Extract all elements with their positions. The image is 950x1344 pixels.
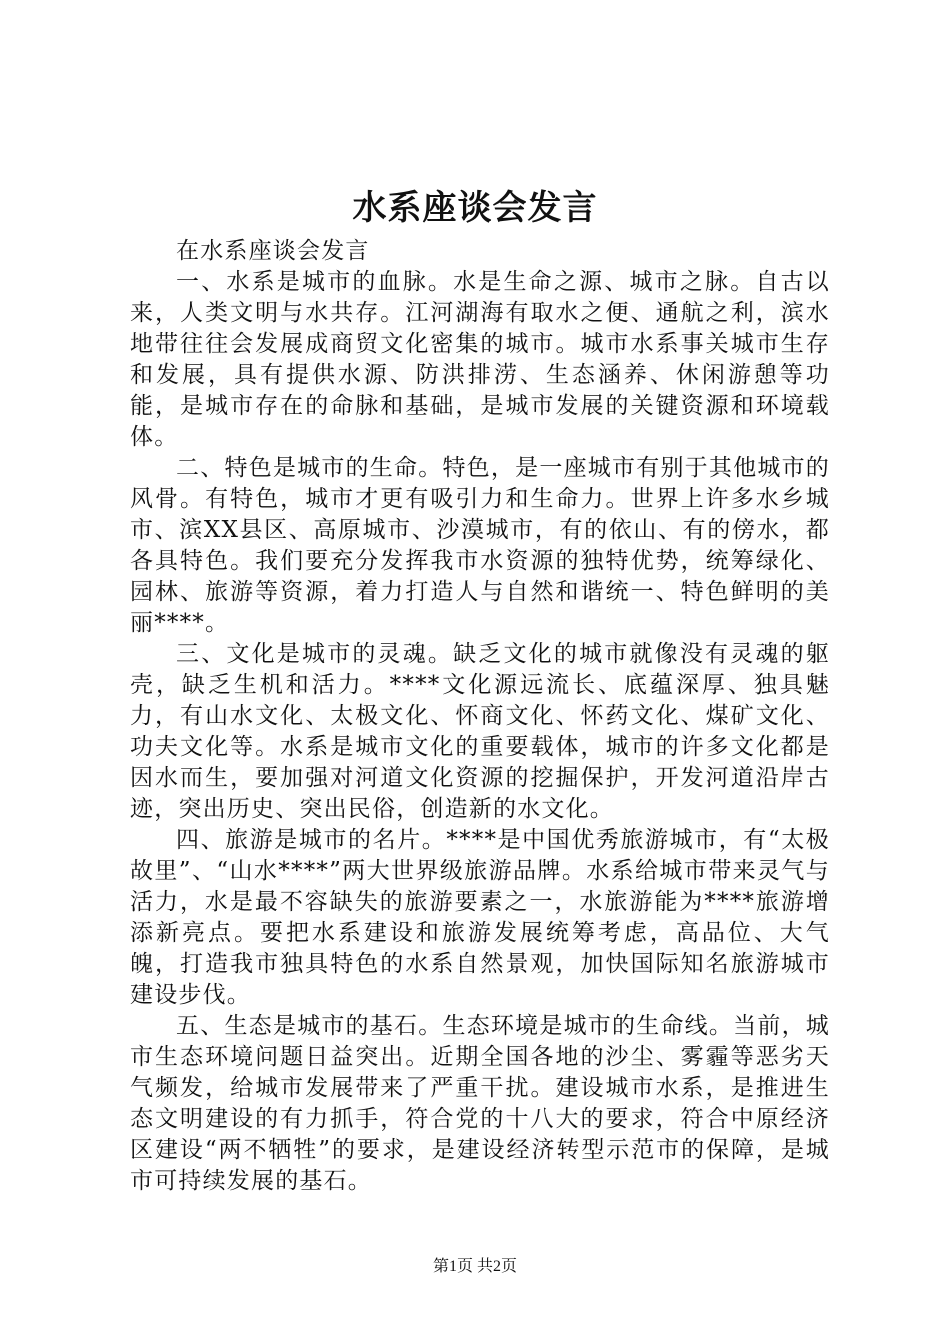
paragraph-culture: 三、文化是城市的灵魂。缺乏文化的城市就像没有灵魂的躯壳，缺乏生机和活力。****文化源远流长、底蕴深厚、独具魅力，有山水文化、太极文化、怀商文化、怀药文化、煤矿文化、功夫文化等。水系是城市文化的重要载体，城市的许多文化都是因水而生，要加强对河道文化资源的挖掘保护，开发河道沿岸古迹，突出历史、突出民俗，创造新的水文化。 <box>130 641 830 822</box>
page-number-footer: 第1页 共2页 <box>432 1258 517 1275</box>
paragraph-ecology: 五、生态是城市的基石。生态环境是城市的生命线。当前，城市生态环境问题日益突出。近期全国各地的沙尘、雾霾等恶劣天气频发，给城市发展带来了严重干扰。建设城市水系，是推进生态文明建设的有力抓手，符合党的十八大的要求，符合中原经济区建设“两不牺牲”的要求，是建设经济转型示范市的保障，是城市可持续发展的基石。 <box>130 1013 830 1194</box>
paragraph-characteristics: 二、特色是城市的生命。特色，是一座城市有别于其他城市的风骨。有特色，城市才更有吸引力和生命力。世界上许多水乡城市、滨XX县区、高原城市、沙漠城市，有的依山、有的傍水，都各具特色。我们要充分发挥我市水资源的独特优势，统筹绿化、园林、旅游等资源，着力打造人与自然和谐统一、特色鲜明的美丽****。 <box>130 455 830 636</box>
paragraph-tourism: 四、旅游是城市的名片。****是中国优秀旅游城市，有“太极故里”、“山水****”两大世界级旅游品牌。水系给城市带来灵气与活力，水是最不容缺失的旅游要素之一，水旅游能为****旅游增添新亮点。要把水系建设和旅游发展统筹考虑，高品位、大气魄，打造我市独具特色的水系自然景观，加快国际知名旅游城市建设步伐。 <box>130 827 830 1008</box>
paragraph-water-system: 一、水系是城市的血脉。水是生命之源、城市之脉。自古以来，人类文明与水共存。江河湖海有取水之便、通航之利，滨水地带往往会发展成商贸文化密集的城市。城市水系事关城市生存和发展，具有提供水源、防洪排涝、生态涵养、休闲游憩等功能，是城市存在的命脉和基础，是城市发展的关键资源和环境载体。 <box>130 269 830 450</box>
document-body <box>130 236 830 1197</box>
intro-line: 在水系座谈会发言 <box>176 238 370 264</box>
document-title: 水系座谈会发言 <box>352 188 598 228</box>
